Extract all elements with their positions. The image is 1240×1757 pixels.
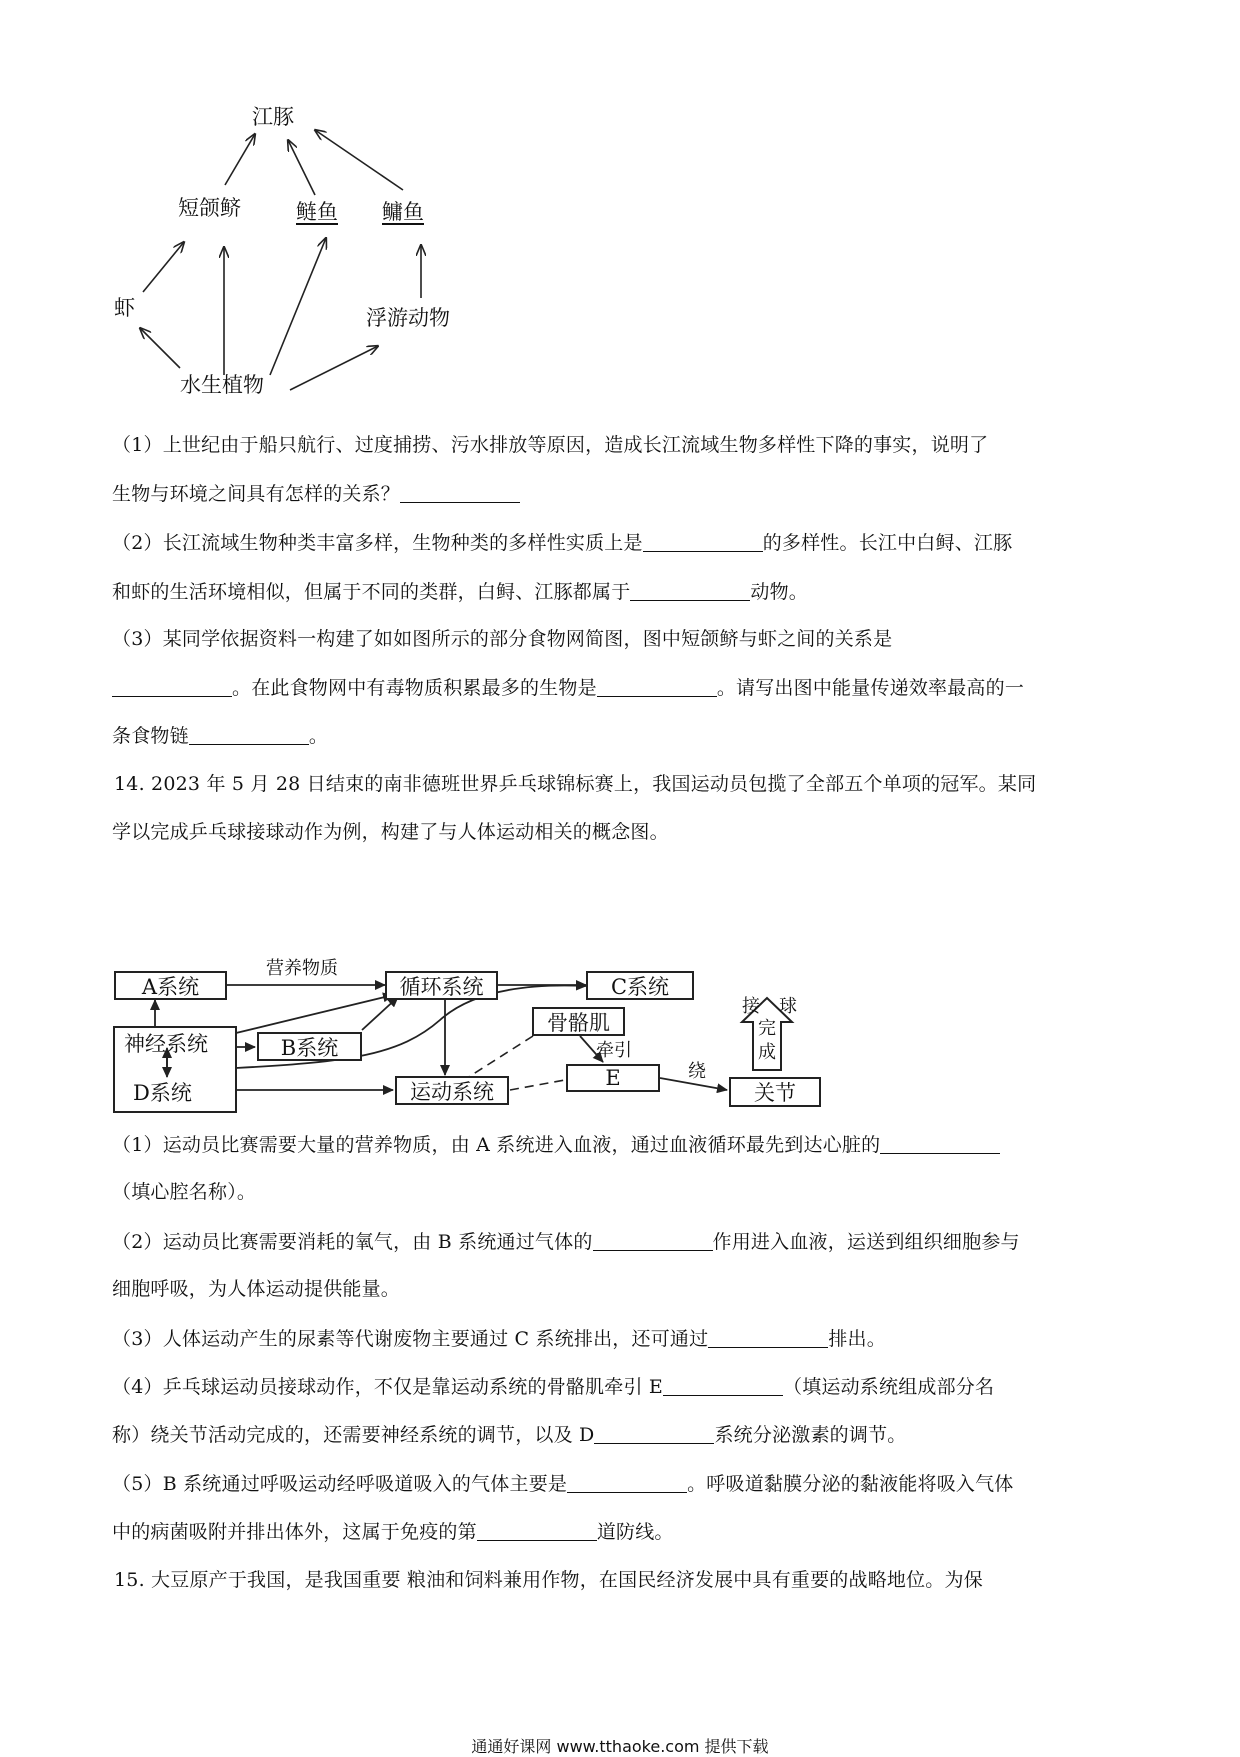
q15-line1: 15. 大豆原产于我国，是我国重要 粮油和饲料兼用作物，在国民经济发展中具有重要的战略地位。为保: [114, 1569, 983, 1591]
dash-muscle-motor: [467, 1036, 533, 1078]
label-d-system: D系统: [133, 1081, 192, 1105]
node-xia: 虾: [114, 296, 135, 320]
q14-p5-text-d: 道防线。: [596, 1521, 674, 1543]
box-joint: 关节: [729, 1077, 821, 1107]
q14-p5-line1: [112, 1474, 1014, 1494]
q13-p2-text-d: 动物。: [750, 581, 809, 603]
q13-p2-text-c: 和虾的生活环境相似，但属于不同的类群，白鲟、江豚都属于: [112, 581, 631, 603]
q14-p4-line1: [112, 1377, 994, 1397]
box-skeletal-muscle: 骨骼肌: [532, 1007, 625, 1036]
label-nutrients: 营养物质: [266, 958, 338, 979]
label-nervous-system: 神经系统: [124, 1032, 208, 1056]
answer-blank[interactable]: [708, 1329, 828, 1348]
q14-p2-text-b: 作用进入血液，运送到组织细胞参与: [712, 1231, 1020, 1253]
q14-p2-line2: 细胞呼吸，为人体运动提供能量。: [112, 1278, 401, 1300]
box-c-system: C系统: [586, 971, 694, 1000]
q14-p1-line1: [112, 1135, 1000, 1155]
box-circulatory-system: 循环系统: [385, 971, 498, 1000]
node-shuisheng: 水生植物: [180, 373, 264, 397]
q14-p2-line1: [112, 1232, 1020, 1252]
q14-p5-text-a: （5）B 系统通过呼吸运动经呼吸道吸入的气体主要是: [112, 1473, 568, 1495]
q13-p3-text-c: 条食物链: [112, 725, 189, 747]
arrow-nervous-to-circ: [236, 995, 393, 1033]
q13-p3-text-d: 。: [308, 725, 329, 747]
label-complete-1: 完: [758, 1018, 776, 1039]
q14-p5-line2: [112, 1522, 674, 1542]
q14-p4-text-b: （填运动系统组成部分名: [783, 1376, 995, 1398]
label-pull: 牵引: [596, 1040, 632, 1061]
q13-p2-text-b: 的多样性。长江中白鲟、江豚: [762, 532, 1013, 554]
q13-p1-line1: （1）上世纪由于船只航行、过度捕捞、污水排放等原因，造成长江流域生物多样性下降的事实，说明了: [112, 434, 989, 456]
node-duanhanji: 短颌鲚: [178, 196, 241, 220]
q13-p3-line1: （3）某同学依据资料一构建了如如图所示的部分食物网简图，图中短颌鲚与虾之间的关系是: [112, 628, 893, 650]
label-complete-2: 成: [758, 1042, 776, 1063]
q14-p4-text-c: 称）绕关节活动完成的，还需要神经系统的调节，以及 D: [112, 1424, 595, 1446]
q13-p1-text: 生物与环境之间具有怎样的关系？: [112, 483, 401, 505]
answer-blank[interactable]: [880, 1135, 1000, 1154]
q13-p2-text-a: （2）长江流域生物种类丰富多样，生物种类的多样性实质上是: [112, 532, 643, 554]
q14-p3-text-b: 排出。: [828, 1328, 886, 1350]
answer-blank[interactable]: [477, 1522, 597, 1541]
box-motor-system: 运动系统: [395, 1076, 509, 1105]
label-around: 绕: [688, 1061, 706, 1082]
q14-p3-text-a: （3）人体运动产生的尿素等代谢废物主要通过 C 系统排出，还可通过: [112, 1328, 709, 1350]
node-yongyu: 鳙鱼: [382, 200, 424, 224]
answer-blank[interactable]: [593, 1232, 713, 1251]
answer-blank[interactable]: [594, 1425, 714, 1444]
q14-p2-text-a: （2）运动员比赛需要消耗的氧气，由 B 系统通过气体的: [112, 1231, 593, 1253]
q14-p3-line1: [112, 1329, 886, 1349]
answer-blank[interactable]: [663, 1377, 783, 1396]
q13-p3-text-a: 。在此食物网中有毒物质积累最多的生物是: [232, 677, 597, 699]
q14-p4-text-d: 系统分泌激素的调节。: [714, 1424, 907, 1446]
label-catch-1: 接: [742, 996, 760, 1017]
box-b-system: B系统: [257, 1032, 362, 1061]
q14-p4-text-a: （4）乒乓球运动员接球动作，不仅是靠运动系统的骨骼肌牵引 E: [112, 1376, 663, 1398]
footer-source: 通通好课网 www.tthaoke.com 提供下载: [471, 1737, 769, 1756]
box-a-system: A系统: [114, 971, 227, 1000]
box-e: E: [566, 1064, 660, 1092]
answer-blank[interactable]: [567, 1474, 687, 1493]
q14-p5-text-c: 中的病菌吸附并排出体外，这属于免疫的第: [112, 1521, 477, 1543]
q14-p1-line2: （填心腔名称）。: [112, 1181, 257, 1203]
node-fuyou: 浮游动物: [366, 306, 450, 330]
q14-intro-line1: 14. 2023 年 5 月 28 日结束的南非德班世界乒乓球锦标赛上，我国运动员包揽了全部五个单项的冠军。某同: [114, 773, 1037, 795]
q14-p1-text: （1）运动员比赛需要大量的营养物质，由 A 系统进入血液，通过血液循环最先到达心脏的: [112, 1134, 881, 1156]
q14-p4-line2: [112, 1425, 907, 1445]
q13-p3-text-b: 。请写出图中能量传递效率最高的一: [716, 677, 1025, 699]
q14-intro-line2: 学以完成乒乓球接球动作为例，构建了与人体运动相关的概念图。: [112, 821, 669, 843]
label-catch-2: 球: [779, 996, 797, 1017]
dash-motor-e: [510, 1080, 565, 1090]
node-jiangtun: 江豚: [252, 105, 294, 129]
q14-p5-text-b: 。呼吸道黏膜分泌的黏液能将吸入气体: [687, 1473, 1014, 1495]
node-lianyu: 鲢鱼: [296, 200, 338, 224]
